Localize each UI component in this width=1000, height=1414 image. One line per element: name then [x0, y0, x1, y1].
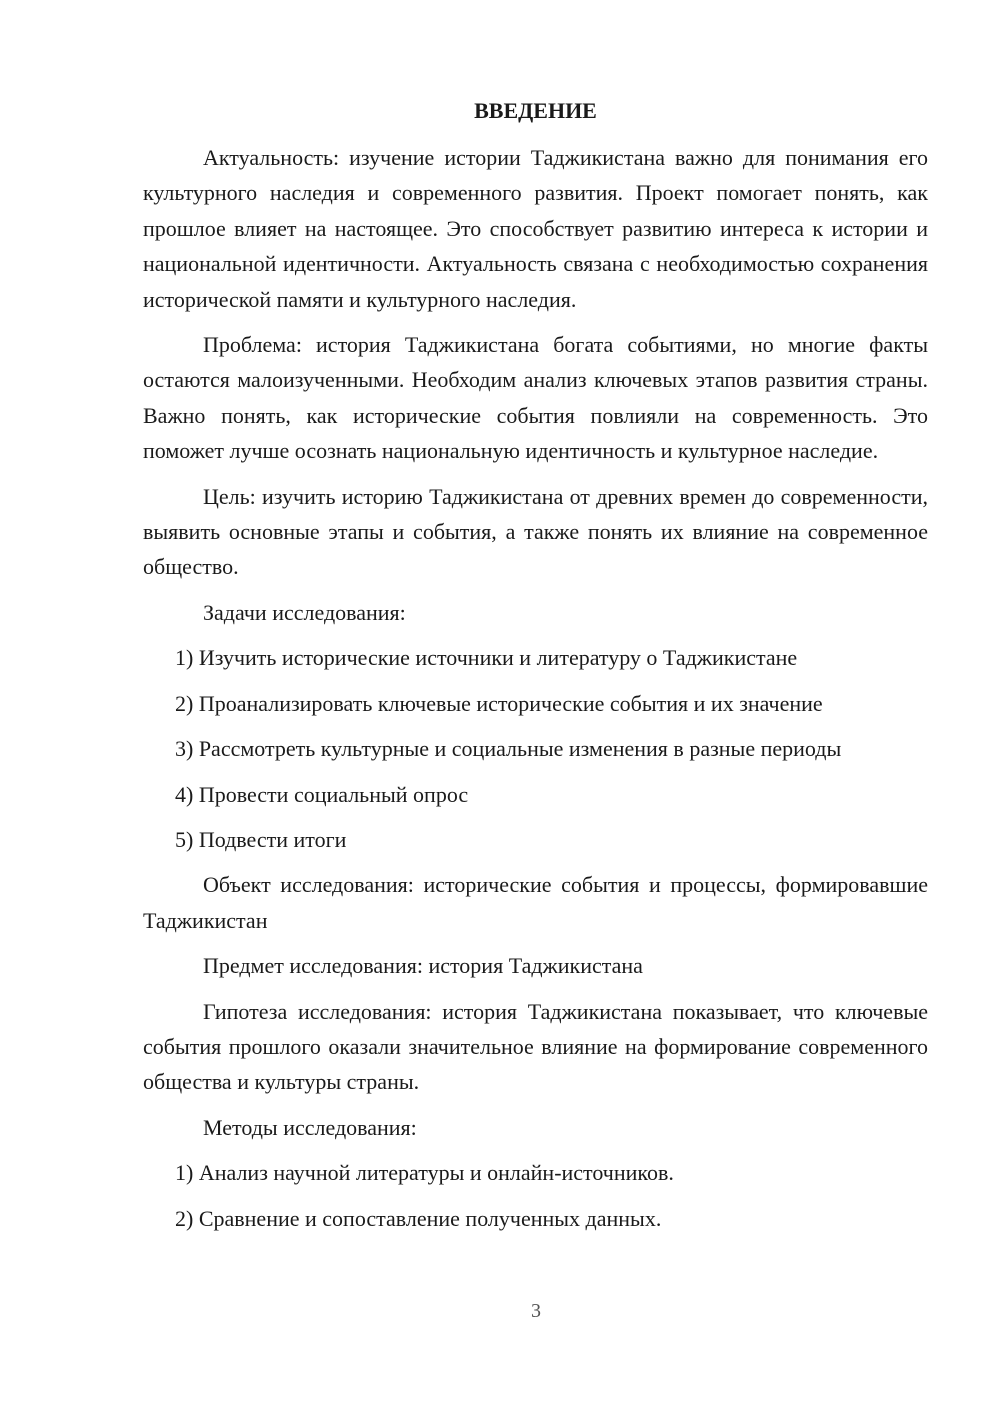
methods-title: Методы исследования:: [203, 1114, 417, 1140]
list-item: 3) Рассмотреть культурные и социальные изменения в разные периоды: [175, 736, 842, 762]
list-item: 1) Анализ научной литературы и онлайн-источников.: [175, 1160, 674, 1186]
subject-paragraph: Предмет исследования: история Таджикистана: [203, 953, 643, 979]
document-page: [143, 95, 928, 1246]
object-paragraph: Объект исследования: исторические события и процессы, формировавшие Таджикистан: [143, 872, 928, 933]
hypothesis-paragraph: Гипотеза исследования: история Таджикистана показывает, что ключевые события прошлого оказали значительное влияние на формирование современного общества и культуры страны.: [143, 998, 928, 1095]
list-item: 1) Изучить исторические источники и литературу о Таджикистане: [175, 645, 798, 671]
goal-paragraph: Цель: изучить историю Таджикистана от древних времен до современности, выявить основные этапы и события, а также понять их влияние на современное общество.: [143, 483, 928, 580]
list-item: 2) Проанализировать ключевые исторические события и их значение: [175, 690, 823, 716]
list-item: 2) Сравнение и сопоставление полученных данных.: [175, 1205, 662, 1231]
list-item: 4) Провести социальный опрос: [175, 781, 469, 807]
page-title: ВВЕДЕНИЕ: [474, 98, 597, 123]
tasks-title: Задачи исследования:: [203, 599, 406, 625]
list-item: 5) Подвести итоги: [175, 826, 347, 852]
page-number: 3: [531, 1300, 541, 1322]
methods-list: [143, 1155, 928, 1236]
relevance-paragraph: Актуальность: изучение истории Таджикистана важно для понимания его культурного наследия и современного развития. Проект помогает понять, как прошлое влияет на настоящее. Это способствует развитию интереса к истории и национальной идентичности. Актуальность связана с необходимостью сохранения исторической памяти и культурного наследия.: [143, 145, 928, 312]
problem-paragraph: Проблема: история Таджикистана богата событиями, но многие факты остаются малоизученными. Необходим анализ ключевых этапов развития страны. Важно понять, как исторические события повлияли на современность. Это поможет лучше осознать национальную идентичность и культурное наследие.: [143, 332, 928, 464]
tasks-list: [143, 640, 928, 857]
